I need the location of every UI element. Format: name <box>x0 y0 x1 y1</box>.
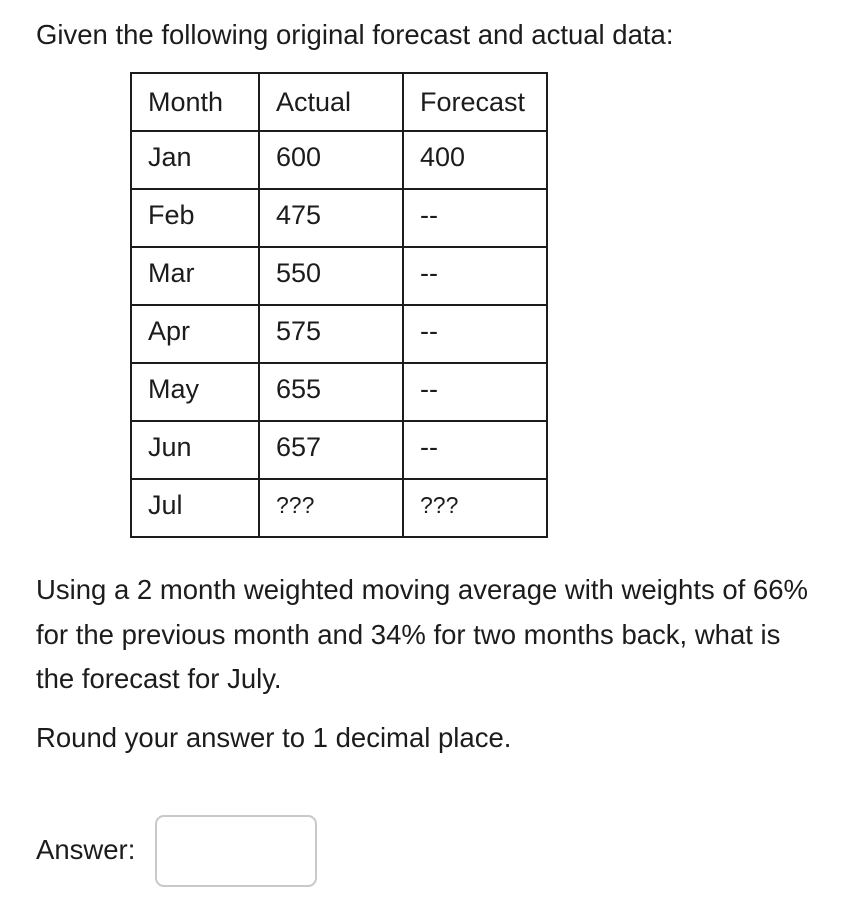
actual-cell: 655 <box>259 363 403 421</box>
answer-input[interactable] <box>155 815 317 887</box>
column-header-month: Month <box>131 73 259 131</box>
month-cell: Feb <box>131 189 259 247</box>
column-header-forecast: Forecast <box>403 73 547 131</box>
table-header-row <box>131 73 547 131</box>
table-row <box>131 479 547 537</box>
month-cell: Jan <box>131 131 259 189</box>
table-row <box>131 131 547 189</box>
table-row <box>131 247 547 305</box>
intro-text: Given the following original forecast and actual data: <box>36 19 674 50</box>
actual-cell: 475 <box>259 189 403 247</box>
actual-cell: 575 <box>259 305 403 363</box>
answer-label: Answer: <box>36 834 136 865</box>
forecast-cell: -- <box>403 363 547 421</box>
table-row <box>131 363 547 421</box>
table-row <box>131 305 547 363</box>
round-instruction: Round your answer to 1 decimal place. <box>36 722 512 753</box>
forecast-cell: -- <box>403 189 547 247</box>
month-cell: Apr <box>131 305 259 363</box>
forecast-table <box>130 72 548 538</box>
table-row <box>131 189 547 247</box>
column-header-actual: Actual <box>259 73 403 131</box>
month-cell: Jul <box>131 479 259 537</box>
forecast-cell: -- <box>403 305 547 363</box>
forecast-cell: ??? <box>403 479 547 537</box>
table-row <box>131 421 547 479</box>
forecast-cell: -- <box>403 247 547 305</box>
month-cell: May <box>131 363 259 421</box>
forecast-cell: 400 <box>403 131 547 189</box>
month-cell: Jun <box>131 421 259 479</box>
forecast-cell: -- <box>403 421 547 479</box>
month-cell: Mar <box>131 247 259 305</box>
question-text: Using a 2 month weighted moving average with weights of 66% for the previous month and 34% for two months back, what is the forecast for July. <box>36 574 808 694</box>
actual-cell: 657 <box>259 421 403 479</box>
actual-cell: 550 <box>259 247 403 305</box>
actual-cell: ??? <box>259 479 403 537</box>
actual-cell: 600 <box>259 131 403 189</box>
